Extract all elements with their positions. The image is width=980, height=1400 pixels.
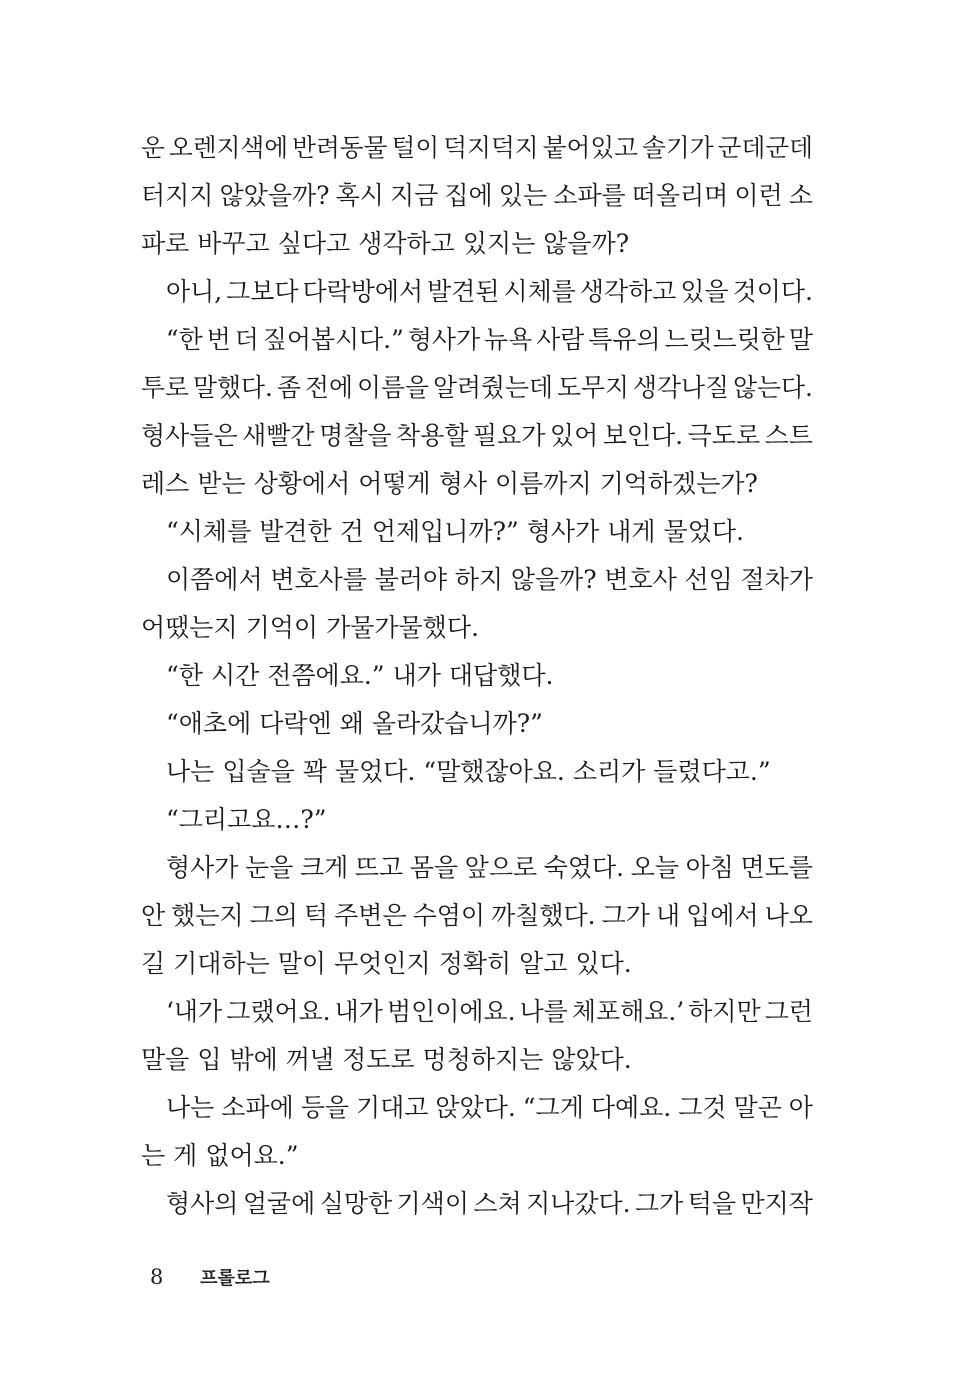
word: 주변은 <box>334 901 407 930</box>
word: 아침 <box>685 853 734 882</box>
text-line <box>141 172 813 220</box>
word: 그것 <box>678 1093 727 1122</box>
word: 숙였다. <box>543 853 625 882</box>
word: 생각하고 <box>358 229 455 258</box>
text-line <box>141 1036 813 1084</box>
word: 지금 <box>390 181 439 210</box>
word: 게 <box>173 1141 198 1170</box>
word: 어떻게 <box>358 469 431 498</box>
word: 있어 <box>549 421 599 450</box>
word: 형사가 <box>526 517 600 546</box>
word: 바꾸고 <box>197 229 270 258</box>
word: 상황에서 <box>253 469 351 498</box>
word: 생각하고 <box>579 277 677 306</box>
word: 번 <box>206 325 231 354</box>
word: 대답했다. <box>448 661 554 690</box>
word: 무엇인지 <box>334 949 431 978</box>
word: 않을까? <box>543 229 630 258</box>
word: 보인다. <box>602 421 684 450</box>
word: 전쯤에요.” <box>267 661 385 690</box>
word: 정확히 <box>438 949 512 978</box>
word: 건 <box>339 517 364 546</box>
word: 기억이 <box>245 613 319 642</box>
word: 내 <box>655 901 681 930</box>
word: “그리고요…?” <box>166 805 327 834</box>
word: 올라갔습니까?” <box>371 709 543 738</box>
word: 더 <box>234 325 259 354</box>
word: 꺼낼 <box>285 1045 335 1074</box>
word: 그런 <box>764 997 813 1026</box>
word: 붙어있고 <box>542 133 639 162</box>
word: 착용할 <box>396 421 469 450</box>
text-line <box>141 1180 813 1228</box>
word: 스쳐 <box>473 1189 522 1218</box>
word: 안 <box>141 901 166 930</box>
word: 이런 <box>734 181 783 210</box>
word: 덕지덕지 <box>443 133 539 162</box>
word: 불러야 <box>374 565 448 594</box>
word: 하지만 <box>688 997 761 1026</box>
word: 변호사를 <box>270 565 367 594</box>
word: 있을 <box>680 277 729 306</box>
word: 길 <box>141 949 166 978</box>
word: 입술을 <box>222 757 295 786</box>
word: 솔기가 <box>642 133 714 162</box>
body-text <box>141 124 813 1228</box>
word: 필요가 <box>472 421 546 450</box>
word: 눈을 <box>245 853 294 882</box>
text-line <box>141 556 813 604</box>
word: ‘내가 <box>165 997 223 1026</box>
word: 느릿느릿한 <box>664 325 785 354</box>
word: “시체를 <box>166 517 252 546</box>
word: 다락엔 <box>259 709 332 738</box>
word: 시간 <box>210 661 260 690</box>
word: 없어요.” <box>205 1141 299 1170</box>
word: 기대고 <box>355 1093 429 1122</box>
word: 범인이에요. <box>386 997 516 1026</box>
word: 내게 <box>607 517 656 546</box>
word: 턱을 <box>687 1189 737 1218</box>
word: 받는 <box>197 469 246 498</box>
word: 이쯤에서 <box>166 565 263 594</box>
word: 싶다고 <box>277 229 351 258</box>
text-line <box>141 268 813 316</box>
word: 군데군데 <box>717 133 813 162</box>
word: 있지는 <box>462 229 536 258</box>
word: 나는 <box>166 1093 215 1122</box>
word: 특유의 <box>588 325 661 354</box>
word: 말했다. <box>193 373 273 402</box>
word: 생각나질 <box>633 373 729 402</box>
word: 전에 <box>305 373 353 402</box>
word: 소리가 <box>572 757 646 786</box>
word: 왜 <box>339 709 364 738</box>
word: 그의 <box>249 901 298 930</box>
word: 꽉 <box>302 757 327 786</box>
word: 아니, <box>165 277 223 306</box>
text-line <box>141 988 813 1036</box>
word: 멍청하지는 <box>422 1045 544 1074</box>
word: 형사의 <box>166 1189 239 1218</box>
word: 파로 <box>141 229 190 258</box>
word: 털이 <box>391 133 440 162</box>
word: 발견된 <box>427 277 500 306</box>
page-footer <box>150 1262 270 1292</box>
word: 앞으로 <box>464 853 538 882</box>
word: 투로 <box>141 373 189 402</box>
word: “한 <box>166 661 203 690</box>
word: 지나갔다. <box>526 1189 631 1218</box>
word: 시체를 <box>503 277 576 306</box>
text-line <box>141 364 813 412</box>
word: 변호사 <box>604 565 677 594</box>
word: 들렸다고.” <box>653 757 771 786</box>
word: 나를 <box>519 997 568 1026</box>
word: 턱 <box>303 901 329 930</box>
word: 짚어봅시다.” <box>262 325 404 354</box>
text-line <box>141 796 813 844</box>
word: “애초에 <box>166 709 252 738</box>
word: 는 <box>141 1141 166 1170</box>
word: 기색이 <box>396 1189 469 1218</box>
word: 정도로 <box>342 1045 415 1074</box>
word: 그가 <box>635 1189 684 1218</box>
word: 입 <box>197 1045 222 1074</box>
word: 내가 <box>392 661 441 690</box>
word: 않았다. <box>551 1045 632 1074</box>
word: 집에 <box>444 181 493 210</box>
text-line <box>141 700 813 748</box>
word: 내가 <box>334 997 383 1026</box>
text-line <box>141 1084 813 1132</box>
text-line <box>141 604 813 652</box>
word: 형사가 <box>407 325 481 354</box>
word: 않는다. <box>733 373 813 402</box>
word: 얼굴에 <box>242 1189 316 1218</box>
text-line <box>141 316 813 364</box>
word: 오렌지색에 <box>168 133 289 162</box>
page-number: 8 <box>150 1265 164 1289</box>
word: 어땠는지 <box>141 613 238 642</box>
word: 도무지 <box>557 373 629 402</box>
word: 않았을까? <box>219 181 330 210</box>
word: 새빨간 <box>242 421 315 450</box>
word: 이름을 <box>357 373 429 402</box>
word: 앉았다. <box>435 1093 516 1122</box>
word: 소파를 <box>553 181 626 210</box>
word: 나오 <box>764 901 813 930</box>
word: 물었다. <box>334 757 416 786</box>
word: 말이 <box>277 949 327 978</box>
word: 나는 <box>166 757 215 786</box>
word: 좀 <box>276 373 301 402</box>
text-line <box>141 652 813 700</box>
word: 말 <box>788 325 813 354</box>
word: 언제입니까?” <box>371 517 519 546</box>
text-line <box>141 940 813 988</box>
word: 반려동물 <box>292 133 388 162</box>
word: 절차가 <box>740 565 813 594</box>
word: 명찰을 <box>319 421 392 450</box>
word: 있다. <box>575 949 632 978</box>
word: 형사가 <box>166 853 239 882</box>
word: 알고 <box>519 949 568 978</box>
word: 가물가물했다. <box>326 613 479 642</box>
word: 레스 <box>141 469 190 498</box>
word: 기억하겠는가? <box>599 469 758 498</box>
word: 하지 <box>454 565 504 594</box>
word: 몸을 <box>409 853 459 882</box>
word: 아 <box>788 1093 813 1122</box>
word: 뜨고 <box>354 853 404 882</box>
text-line <box>141 124 813 172</box>
word: 떠올리며 <box>631 181 729 210</box>
word: 말곤 <box>733 1093 782 1122</box>
word: 수염이 <box>412 901 486 930</box>
text-line <box>141 508 813 556</box>
word: 크게 <box>299 853 349 882</box>
word: 이름까지 <box>495 469 592 498</box>
word: 실망한 <box>319 1189 393 1218</box>
word: 등을 <box>300 1093 350 1122</box>
word: 까칠했다. <box>491 901 596 930</box>
text-line <box>141 460 813 508</box>
word: 오늘 <box>630 853 680 882</box>
text-line <box>141 892 813 940</box>
word: 형사 <box>438 469 487 498</box>
word: 것이다. <box>732 277 813 306</box>
text-line <box>141 220 813 268</box>
word: 소 <box>788 181 813 210</box>
word: 그가 <box>601 901 650 930</box>
word: 있는 <box>498 181 548 210</box>
word: 운 <box>141 133 165 162</box>
text-line <box>141 844 813 892</box>
word: 다락방에서 <box>302 277 424 306</box>
word: 그보다 <box>226 277 299 306</box>
word: 밖에 <box>229 1045 278 1074</box>
word: 극도로 <box>687 421 761 450</box>
word: “한 <box>165 325 203 354</box>
text-line <box>141 748 813 796</box>
word: 그랬어요. <box>226 997 331 1026</box>
word: 만지작 <box>740 1189 813 1218</box>
word: 혹시 <box>335 181 384 210</box>
word: 선임 <box>684 565 733 594</box>
text-line <box>141 412 813 460</box>
word: 체포해요.’ <box>571 997 685 1026</box>
word: 스트 <box>764 421 813 450</box>
word: “말했잖아요. <box>423 757 565 786</box>
word: 알려줬는데 <box>433 373 553 402</box>
word: 형사들은 <box>141 421 238 450</box>
word: 않을까? <box>510 565 597 594</box>
word: 발견한 <box>259 517 332 546</box>
word: 뉴욕 <box>484 325 533 354</box>
word: 물었다. <box>663 517 744 546</box>
chapter-title: 프롤로그 <box>200 1268 270 1289</box>
word: 말을 <box>141 1045 190 1074</box>
word: 입에서 <box>686 901 759 930</box>
word: “그게 <box>522 1093 584 1122</box>
word: 했는지 <box>171 901 244 930</box>
word: 소파에 <box>221 1093 294 1122</box>
text-line <box>141 1132 813 1180</box>
word: 터지지 <box>141 181 214 210</box>
word: 다예요. <box>590 1093 672 1122</box>
word: 사람 <box>536 325 585 354</box>
word: 면도를 <box>740 853 813 882</box>
word: 기대하는 <box>173 949 270 978</box>
